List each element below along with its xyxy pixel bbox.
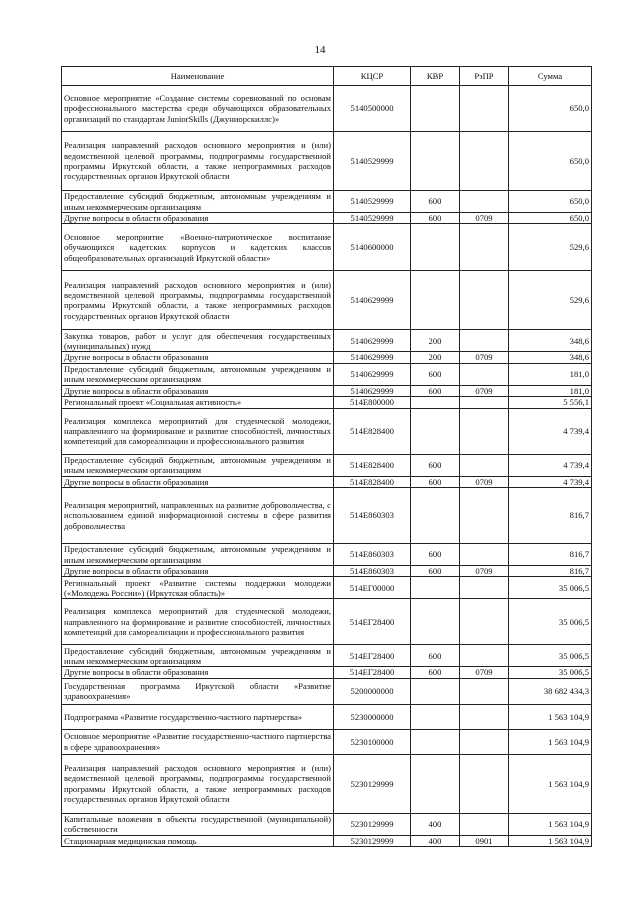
cell-kvr: 600 (411, 213, 460, 224)
cell-rzpr (460, 704, 509, 729)
cell-rzpr (460, 488, 509, 544)
cell-name: Реализация комплекса мероприятий для студенческой молодежи, направленного на формирование и развитие способностей, личностных компетенций для самореализации и профессионального развития (62, 408, 334, 454)
cell-rzpr: 0709 (460, 667, 509, 678)
cell-sum: 35 006,5 (509, 667, 592, 678)
cell-rzpr (460, 86, 509, 132)
cell-code: 514E800000 (334, 397, 411, 408)
cell-kvr: 400 (411, 813, 460, 835)
cell-kvr: 600 (411, 476, 460, 487)
cell-code: 5230100000 (334, 729, 411, 754)
cell-code: 5140529999 (334, 132, 411, 191)
cell-code: 514EГ28400 (334, 599, 411, 645)
table-row (62, 454, 592, 476)
table-row (62, 397, 592, 408)
table-row (62, 191, 592, 213)
cell-rzpr (460, 191, 509, 213)
cell-sum: 1 563 104,9 (509, 754, 592, 813)
cell-name: Реализация направлений расходов основного мероприятия и (или) ведомственной целевой программы, подпрограммы государственной программы Иркутской области, а также непрограммных расходов государственных органов Иркутской области (62, 754, 334, 813)
cell-code: 5230129999 (334, 754, 411, 813)
table-row (62, 729, 592, 754)
table-row (62, 352, 592, 363)
table-row (62, 678, 592, 704)
cell-rzpr: 0709 (460, 213, 509, 224)
cell-code: 5140600000 (334, 224, 411, 271)
cell-sum: 650,0 (509, 86, 592, 132)
cell-rzpr (460, 645, 509, 667)
table-row (62, 544, 592, 566)
cell-rzpr: 0709 (460, 566, 509, 577)
cell-code: 514E860303 (334, 566, 411, 577)
table-row (62, 599, 592, 645)
cell-rzpr (460, 408, 509, 454)
cell-kvr (411, 678, 460, 704)
cell-code: 5230129999 (334, 813, 411, 835)
cell-name: Реализация мероприятий, направленных на развитие добровольчества, с использованием единой информационной системы в сфере развития добровольчества (62, 488, 334, 544)
cell-code: 5140500000 (334, 86, 411, 132)
table-row (62, 813, 592, 835)
cell-name: Предоставление субсидий бюджетным, автономным учреждениям и иным некоммерческим организациям (62, 454, 334, 476)
table-row (62, 566, 592, 577)
cell-code: 5140629999 (334, 271, 411, 330)
header-name: Наименование (62, 67, 334, 86)
cell-name: Основное мероприятие «Военно-патриотическое воспитание обучающихся кадетских корпусов и кадетских классов общеобразовательных организаций Иркутской области» (62, 224, 334, 271)
table-header-row (62, 67, 592, 86)
cell-name: Предоставление субсидий бюджетным, автономным учреждениям и иным некоммерческим организациям (62, 191, 334, 213)
cell-rzpr: 0901 (460, 835, 509, 846)
cell-kvr: 600 (411, 385, 460, 396)
cell-sum: 4 739,4 (509, 454, 592, 476)
header-rzpr: РзПР (460, 67, 509, 86)
cell-rzpr (460, 813, 509, 835)
table-row (62, 667, 592, 678)
cell-kvr (411, 577, 460, 599)
header-kvr: КВР (411, 67, 460, 86)
cell-rzpr: 0709 (460, 352, 509, 363)
cell-sum: 348,6 (509, 352, 592, 363)
cell-sum: 38 682 434,3 (509, 678, 592, 704)
cell-kvr: 400 (411, 835, 460, 846)
cell-rzpr (460, 577, 509, 599)
table-row (62, 754, 592, 813)
cell-code: 514E828400 (334, 408, 411, 454)
table-body (62, 86, 592, 847)
cell-rzpr (460, 544, 509, 566)
cell-code: 5140629999 (334, 363, 411, 385)
cell-rzpr (460, 363, 509, 385)
cell-name: Другие вопросы в области образования (62, 476, 334, 487)
table-row (62, 835, 592, 846)
cell-code: 5140629999 (334, 352, 411, 363)
cell-code: 514EГ28400 (334, 667, 411, 678)
cell-code: 5140629999 (334, 385, 411, 396)
cell-code: 514EГ28400 (334, 645, 411, 667)
cell-name: Предоставление субсидий бюджетным, автономным учреждениям и иным некоммерческим организациям (62, 544, 334, 566)
cell-rzpr (460, 678, 509, 704)
cell-sum: 1 563 104,9 (509, 729, 592, 754)
cell-sum: 529,6 (509, 271, 592, 330)
cell-code: 5140629999 (334, 330, 411, 352)
table-row (62, 408, 592, 454)
table-row (62, 132, 592, 191)
budget-table (61, 66, 592, 847)
table-row (62, 86, 592, 132)
cell-code: 514E828400 (334, 454, 411, 476)
cell-rzpr (460, 271, 509, 330)
cell-kvr (411, 132, 460, 191)
cell-code: 5200000000 (334, 678, 411, 704)
cell-kvr (411, 397, 460, 408)
cell-sum: 650,0 (509, 213, 592, 224)
cell-sum: 35 006,5 (509, 577, 592, 599)
cell-kvr (411, 271, 460, 330)
table-row (62, 704, 592, 729)
cell-rzpr (460, 224, 509, 271)
header-kcsr: КЦСР (334, 67, 411, 86)
table-row (62, 271, 592, 330)
table-row (62, 213, 592, 224)
cell-kvr (411, 488, 460, 544)
cell-name: Закупка товаров, работ и услуг для обеспечения государственных (муниципальных) нужд (62, 330, 334, 352)
cell-name: Другие вопросы в области образования (62, 213, 334, 224)
cell-sum: 348,6 (509, 330, 592, 352)
cell-kvr: 600 (411, 454, 460, 476)
table-row (62, 577, 592, 599)
cell-kvr (411, 408, 460, 454)
cell-rzpr (460, 729, 509, 754)
cell-name: Предоставление субсидий бюджетным, автономным учреждениям и иным некоммерческим организациям (62, 363, 334, 385)
cell-sum: 529,6 (509, 224, 592, 271)
cell-sum: 816,7 (509, 566, 592, 577)
cell-rzpr (460, 330, 509, 352)
cell-kvr: 600 (411, 363, 460, 385)
table-row (62, 488, 592, 544)
cell-sum: 816,7 (509, 488, 592, 544)
cell-kvr (411, 754, 460, 813)
cell-name: Региональный проект «Социальная активность» (62, 397, 334, 408)
cell-code: 5230129999 (334, 835, 411, 846)
cell-sum: 816,7 (509, 544, 592, 566)
cell-name: Подпрограмма «Развитие государственно-частного партнерства» (62, 704, 334, 729)
cell-code: 5230000000 (334, 704, 411, 729)
cell-rzpr: 0709 (460, 476, 509, 487)
cell-code: 514EГ00000 (334, 577, 411, 599)
cell-code: 514E860303 (334, 488, 411, 544)
cell-code: 514E828400 (334, 476, 411, 487)
page-number: 14 (314, 44, 326, 56)
cell-sum: 35 006,5 (509, 599, 592, 645)
cell-rzpr (460, 397, 509, 408)
cell-sum: 1 563 104,9 (509, 704, 592, 729)
cell-name: Государственная программа Иркутской области «Развитие здравоохранения» (62, 678, 334, 704)
cell-name: Другие вопросы в области образования (62, 667, 334, 678)
cell-sum: 4 739,4 (509, 476, 592, 487)
table-row (62, 645, 592, 667)
cell-name: Другие вопросы в области образования (62, 385, 334, 396)
cell-sum: 181,0 (509, 385, 592, 396)
table-row (62, 476, 592, 487)
cell-name: Другие вопросы в области образования (62, 352, 334, 363)
cell-rzpr (460, 454, 509, 476)
cell-rzpr (460, 132, 509, 191)
cell-sum: 181,0 (509, 363, 592, 385)
cell-name: Основное мероприятие «Создание системы соревнований по основам профессионального мастерства среди обучающихся образовательных организаций по стандартам JuniorSkills (Джуниорскиллс)» (62, 86, 334, 132)
cell-kvr: 600 (411, 191, 460, 213)
cell-name: Другие вопросы в области образования (62, 566, 334, 577)
cell-name: Региональный проект «Развитие системы поддержки молодежи («Молодежь России») (Иркутская область)» (62, 577, 334, 599)
cell-name: Капитальные вложения в объекты государственной (муниципальной) собственности (62, 813, 334, 835)
cell-rzpr: 0709 (460, 385, 509, 396)
cell-kvr (411, 704, 460, 729)
cell-name: Реализация направлений расходов основного мероприятия и (или) ведомственной целевой программы, подпрограммы государственной программы Иркутской области, а также непрограммных расходов государственных органов Иркутской области (62, 271, 334, 330)
cell-sum: 35 006,5 (509, 645, 592, 667)
table-row (62, 363, 592, 385)
cell-name: Основное мероприятие «Развитие государственно-частного партнерства в сфере здравоохранения» (62, 729, 334, 754)
cell-kvr (411, 599, 460, 645)
table-row (62, 385, 592, 396)
header-sum: Сумма (509, 67, 592, 86)
cell-rzpr (460, 754, 509, 813)
cell-kvr: 600 (411, 645, 460, 667)
cell-name: Реализация комплекса мероприятий для студенческой молодежи, направленного на формирование и развитие способностей, личностных компетенций для самореализации и профессионального развития (62, 599, 334, 645)
cell-kvr (411, 224, 460, 271)
table-row (62, 330, 592, 352)
cell-kvr (411, 729, 460, 754)
cell-code: 5140529999 (334, 191, 411, 213)
cell-kvr: 200 (411, 352, 460, 363)
cell-sum: 650,0 (509, 191, 592, 213)
cell-sum: 5 556,1 (509, 397, 592, 408)
cell-name: Стационарная медицинская помощь (62, 835, 334, 846)
table-row (62, 224, 592, 271)
cell-kvr: 600 (411, 544, 460, 566)
cell-code: 5140529999 (334, 213, 411, 224)
cell-name: Предоставление субсидий бюджетным, автономным учреждениям и иным некоммерческим организациям (62, 645, 334, 667)
cell-rzpr (460, 599, 509, 645)
cell-kvr: 600 (411, 667, 460, 678)
cell-code: 514E860303 (334, 544, 411, 566)
cell-kvr: 200 (411, 330, 460, 352)
cell-name: Реализация направлений расходов основного мероприятия и (или) ведомственной целевой программы, подпрограммы государственной программы Иркутской области, а также непрограммных расходов государственных органов Иркутской области (62, 132, 334, 191)
cell-sum: 1 563 104,9 (509, 835, 592, 846)
cell-sum: 4 739,4 (509, 408, 592, 454)
cell-kvr: 600 (411, 566, 460, 577)
cell-sum: 650,0 (509, 132, 592, 191)
cell-kvr (411, 86, 460, 132)
cell-sum: 1 563 104,9 (509, 813, 592, 835)
